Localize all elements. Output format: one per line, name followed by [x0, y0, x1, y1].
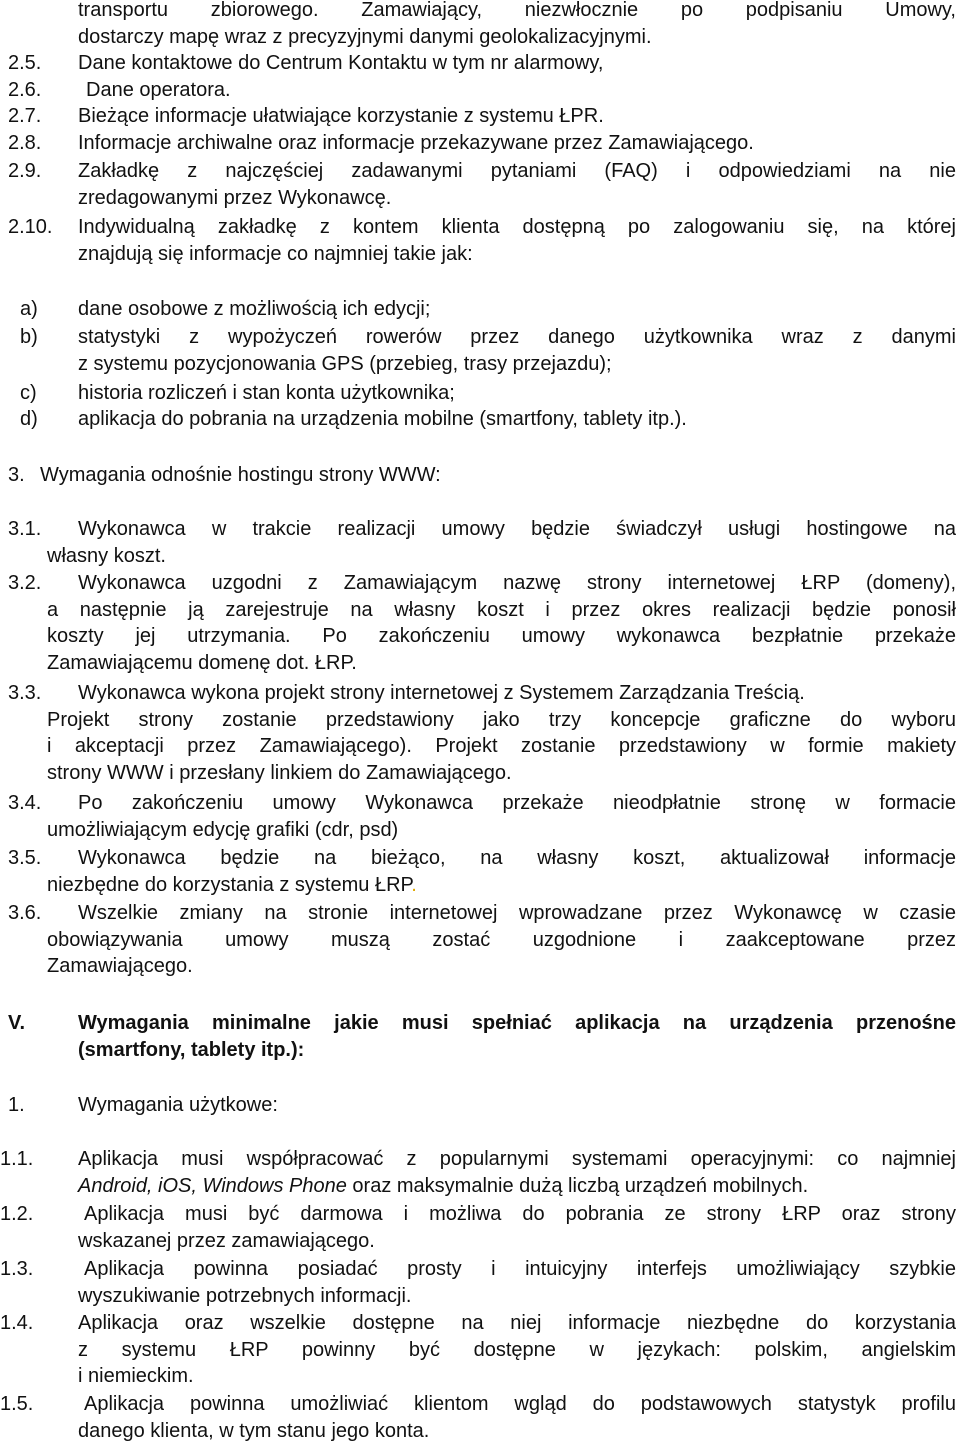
item-text: Bieżące informacje ułatwiające korzystanie z systemu ŁPR.: [78, 105, 604, 127]
item-line: Projekt strony zostanie przedstawiony jako trzy koncepcje graficzne do wyboru: [47, 708, 956, 731]
item-line: i niemieckim.: [78, 1365, 194, 1387]
item-text-continuation: [47, 707, 956, 787]
item-line: [78, 1173, 956, 1200]
sub-item-text: [78, 324, 956, 377]
item-line: i akceptacji przez Zamawiającego). Projekt zostanie przedstawiony w formie makiety: [47, 735, 956, 757]
item-text: [78, 845, 956, 872]
sub-item-letter: a): [20, 298, 38, 320]
item-text-continuation: [78, 1228, 956, 1255]
item-number: 2.5.: [8, 52, 42, 74]
item-text: [78, 158, 956, 211]
sub-item-letter: c): [20, 382, 37, 404]
section-title: Wymagania odnośnie hostingu strony WWW:: [40, 464, 441, 486]
item-text-continuation: [47, 543, 956, 570]
item-number: 1.3.: [0, 1258, 34, 1280]
highlighted-period: .: [411, 873, 417, 896]
section-number: V.: [8, 1012, 26, 1034]
item-text-continuation: [47, 927, 956, 980]
sub-item-line: z systemu pozycjonowania GPS (przebieg, trasy przejazdu);: [78, 352, 612, 375]
item-line: Wykonawca wykona projekt strony internetowej z Systemem Zarządzania Treścią.: [78, 682, 805, 704]
item-text-continuation: [78, 1418, 956, 1445]
item-line: Zakładkę z najczęściej zadawanymi pytaniami (FAQ) i odpowiedziami na nie: [78, 160, 956, 182]
item-number: 1.2.: [0, 1203, 34, 1225]
item-number: 3.2.: [8, 572, 42, 594]
intro-line-2: dostarczy mapę wraz z precyzyjnymi danymi geolokalizacyjnymi.: [78, 25, 652, 48]
sub-item-text: aplikacja do pobrania na urządzenia mobilne (smartfony, tablety itp.).: [78, 408, 687, 430]
item-text: [78, 516, 956, 543]
item-text: [78, 790, 956, 817]
section-title-line: Wymagania minimalne jakie musi spełniać aplikacja na urządzenia przenośne: [78, 1012, 956, 1034]
item-line: Aplikacja powinna umożliwiać klientom wgląd do podstawowych statystyk profilu: [84, 1393, 956, 1415]
item-number: 2.10.: [8, 216, 53, 238]
item-line: zredagowanymi przez Wykonawcę.: [78, 186, 392, 209]
item-number: 2.7.: [8, 105, 42, 127]
os-names: Android, iOS, Windows Phone: [78, 1174, 347, 1197]
item-number: 1.1.: [0, 1148, 34, 1170]
item-line: wyszukiwanie potrzebnych informacji.: [78, 1284, 412, 1307]
item-line-text: oraz maksymalnie dużą liczbą urządzeń mobilnych.: [346, 1174, 809, 1197]
item-number: 2.9.: [8, 160, 42, 182]
item-text-continuation: [47, 597, 956, 677]
item-text: [78, 1146, 956, 1199]
item-line: Indywidualną zakładkę z kontem klienta dostępną po zalogowaniu się, na której: [78, 216, 956, 238]
item-text: Informacje archiwalne oraz informacje przekazywane przez Zamawiającego.: [78, 132, 754, 154]
item-number: 3.5.: [8, 847, 42, 869]
item-text-continuation: [47, 872, 956, 899]
item-number: 3.6.: [8, 902, 42, 924]
intro-line-1: transportu zbiorowego. Zamawiający, niezwłocznie po podpisaniu Umowy,: [78, 0, 956, 21]
item-line: strony WWW i przesłany linkiem do Zamawiającego.: [47, 761, 512, 784]
item-text: Dane kontaktowe do Centrum Kontaktu w tym nr alarmowy,: [78, 52, 604, 74]
sub-item-line: statystyki z wypożyczeń rowerów przez danego użytkownika wraz z danymi: [78, 326, 956, 348]
section-title-line: (smartfony, tablety itp.):: [78, 1038, 305, 1061]
sub-item-letter: b): [20, 326, 38, 348]
item-line: [47, 872, 956, 899]
item-line: Aplikacja musi być darmowa i możliwa do pobrania ze strony ŁRP oraz strony: [84, 1203, 956, 1225]
item-text: [78, 570, 956, 597]
section-title: [78, 1010, 956, 1063]
item-line: obowiązywania umowy muszą zostać uzgodnione i zaakceptowane przez: [47, 928, 956, 951]
item-line: Zamawiającemu domenę dot. ŁRP.: [47, 651, 357, 674]
item-line: Po zakończeniu umowy Wykonawca przekaże nieodpłatnie stronę w formacie: [78, 792, 956, 814]
item-line: umożliwiającym edycję grafiki (cdr, psd): [47, 818, 399, 841]
item-line: z systemu ŁRP powinny być dostępne w językach: polskim, angielskim: [78, 1338, 956, 1361]
item-line: Wykonawca w trakcie realizacji umowy będzie świadczył usługi hostingowe na: [78, 518, 956, 540]
item-number: 3.4.: [8, 792, 42, 814]
item-line-text: niezbędne do korzystania z systemu ŁRP: [47, 873, 412, 896]
sub-item-letter: d): [20, 408, 38, 430]
item-line: Wszelkie zmiany na stronie internetowej wprowadzane przez Wykonawcę w czasie: [78, 902, 956, 924]
item-text: [78, 900, 956, 927]
item-line: danego klienta, w tym stanu jego konta.: [78, 1419, 430, 1442]
item-text: [84, 1391, 956, 1418]
item-line: własny koszt.: [47, 544, 166, 567]
item-text-continuation: [78, 1283, 956, 1310]
item-number: 1.5.: [0, 1393, 34, 1415]
item-number: 2.8.: [8, 132, 42, 154]
item-line: Zamawiającego.: [47, 955, 193, 977]
item-line: Aplikacja musi współpracować z popularnymi systemami operacyjnymi: co najmniej: [78, 1148, 956, 1170]
item-number: 3.3.: [8, 682, 42, 704]
item-line: koszty jej utrzymania. Po zakończeniu umowy wykonawca bezpłatnie przekaże: [47, 625, 956, 647]
item-text: [84, 1256, 956, 1283]
item-text: [78, 214, 956, 267]
section-number: 1.: [8, 1094, 25, 1116]
section-number: 3.: [8, 464, 25, 486]
sub-item-text: historia rozliczeń i stan konta użytkownika;: [78, 382, 455, 404]
item-text: [78, 1310, 956, 1390]
item-line: Aplikacja powinna posiadać prosty i intuicyjny interfejs umożliwiający szybkie: [84, 1258, 956, 1280]
item-line: Aplikacja oraz wszelkie dostępne na niej informacje niezbędne do korzystania: [78, 1312, 956, 1334]
item-line: znajdują się informacje co najmniej takie jak:: [78, 242, 473, 265]
intro-paragraph: [78, 0, 956, 50]
section-title: Wymagania użytkowe:: [78, 1094, 278, 1116]
item-line: wskazanej przez zamawiającego.: [78, 1229, 375, 1252]
item-number: 3.1.: [8, 518, 42, 540]
item-text: [78, 680, 956, 707]
sub-item-text: dane osobowe z możliwością ich edycji;: [78, 298, 431, 320]
item-line: Wykonawca będzie na bieżąco, na własny koszt, aktualizował informacje: [78, 847, 956, 869]
item-line: Wykonawca uzgodni z Zamawiającym nazwę strony internetowej ŁRP (domeny),: [78, 572, 956, 594]
item-number: 2.6.: [8, 79, 42, 101]
item-text: Dane operatora.: [86, 79, 231, 101]
item-number: 1.4.: [0, 1312, 34, 1334]
item-text-continuation: [47, 817, 956, 844]
item-line: a następnie ją zarejestruje na własny koszt i przez okres realizacji będzie ponosił: [47, 598, 956, 621]
item-text: [84, 1201, 956, 1228]
